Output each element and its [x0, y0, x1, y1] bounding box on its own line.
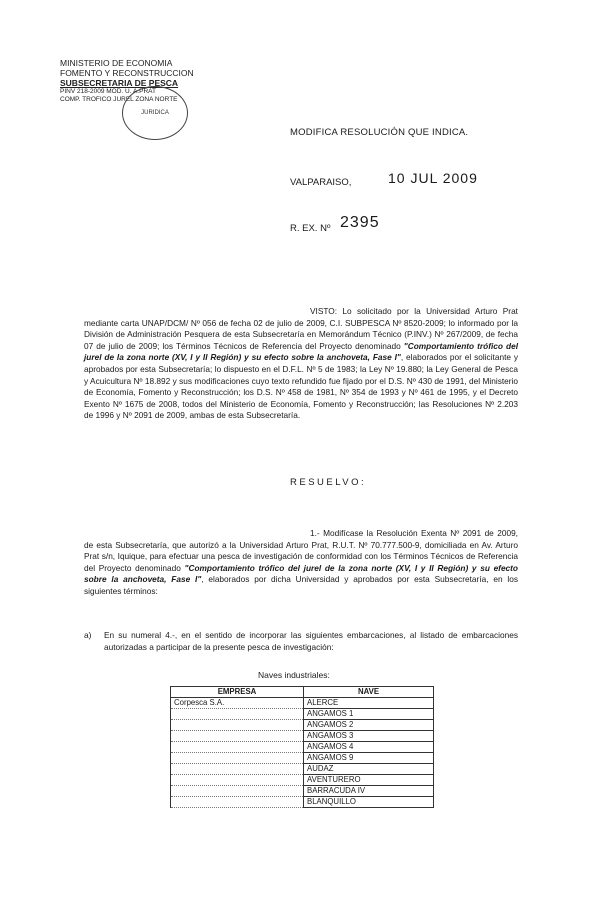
- table-row: [171, 775, 434, 786]
- article-1-text-1: 1.- Modifícase la Resolución Exenta Nº 2091 de 2009, de esta Subsecretaría, que autorizó a la Universidad Arturo Prat, R.U.T. Nº 70.777.500-9, domiciliada en Av. Arturo Prat s/n, Iquique, para efectuar una pesca de investigación de conformidad con los Términos Técnicos de Referencia del Proyecto denominado: [84, 528, 518, 573]
- header-line-project: COMP. TROFICO JUREL ZONA NORTE: [60, 96, 178, 103]
- nave-cell: ANGAMOS 3: [304, 731, 434, 742]
- table-row: [171, 709, 434, 720]
- empresa-cell: [171, 742, 304, 753]
- header-nave: NAVE: [304, 687, 434, 698]
- resolution-number-label: R. EX. Nº: [290, 223, 331, 234]
- table-row: [171, 742, 434, 753]
- item-a: [84, 630, 518, 653]
- empresa-cell: [171, 753, 304, 764]
- item-a-marker: a): [84, 630, 92, 640]
- visto-text-1: VISTO: Lo solicitado por la Universidad Arturo Prat mediante carta UNAP/DCM/ Nº 056 de fecha 02 de julio de 2009, C.I. SUBPESCA Nº 8520-2009; lo informado por la División de Administración Pesquera de esta Subsecretaría en Memorándum Técnico (P.INV.) Nº 267/2009, de fecha 07 de julio de 2009; los Términos Técnicos de Referencia del Proyecto denominado: [84, 306, 518, 351]
- article-1-text-2: , elaborados por dicha Universidad y aprobados por esta Subsecretaría, en los siguientes términos:: [84, 574, 518, 596]
- header-line-ministry: MINISTERIO DE ECONOMIA: [60, 58, 173, 68]
- nave-cell: AUDAZ: [304, 764, 434, 775]
- empresa-cell: [171, 731, 304, 742]
- item-a-text: En su numeral 4.-, en el sentido de incorporar las siguientes embarcaciones, al listado de embarcaciones autorizadas a participar de la presente pesca de investigación:: [104, 630, 518, 652]
- nave-cell: ALERCE: [304, 698, 434, 709]
- table-title: Naves industriales:: [258, 670, 330, 680]
- document-date-stamp: 10 JUL 2009: [388, 170, 478, 186]
- table-row: [171, 753, 434, 764]
- header-line-subsecretaria: SUBSECRETARIA DE PESCA: [60, 78, 179, 88]
- nave-cell: ANGAMOS 9: [304, 753, 434, 764]
- header-line-fomento: FOMENTO Y RECONSTRUCCION: [60, 68, 194, 78]
- table-row: [171, 731, 434, 742]
- nave-cell: ANGAMOS 1: [304, 709, 434, 720]
- empresa-cell: Corpesca S.A.: [171, 698, 304, 709]
- table-row: [171, 786, 434, 797]
- table-row: [171, 720, 434, 731]
- table-row: [171, 698, 434, 709]
- visto-project-title: "Comportamiento trófico del jurel de la zona norte (XV, I y II Región) y su efecto sobre la anchoveta, Fase I": [84, 340, 519, 363]
- article-1-project-title: "Comportamiento trófico del jurel de la zona norte (XV, I y II Región) y su efecto sobre la anchoveta, Fase I": [84, 562, 519, 585]
- visto-text-2: , elaborados por el solicitante y aprobados por esta Subsecretaría; lo dispuesto en el D.F.L. Nº 5 de 1983; la Ley Nº 19.880; la Ley General de Pesca y Acuicultura Nº 18.892 y sus modificaciones cuyo texto refundido fue fijado por el D.S. Nº 430 de 1991, del Ministerio de Economía, Fomento y Reconstrucción; los D.S. Nº 458 de 1981, Nº 354 de 1993 y Nº 461 de 1995, y el Decreto Exento Nº 1675 de 2008, todos del Ministerio de Economía, Fomento y Reconstrucción; las Resoluciones Nº 2.203 de 1996 y Nº 2091 de 2009, ambas de esta Subsecretaría.: [84, 352, 518, 421]
- empresa-cell: [171, 775, 304, 786]
- visto-paragraph: [84, 306, 518, 422]
- nave-cell: ANGAMOS 2: [304, 720, 434, 731]
- table-row: [171, 764, 434, 775]
- header-line-ref: PINV 218-2009 MOD. U. A.PRAT: [60, 88, 156, 95]
- nave-cell: BLANQUILLO: [304, 797, 434, 808]
- empresa-cell: [171, 709, 304, 720]
- empresa-cell: [171, 786, 304, 797]
- empresa-cell: [171, 797, 304, 808]
- nave-cell: AVENTURERO: [304, 775, 434, 786]
- table-row: [171, 797, 434, 808]
- nave-cell: ANGAMOS 4: [304, 742, 434, 753]
- empresa-cell: [171, 764, 304, 775]
- empresa-cell: [171, 720, 304, 731]
- article-1-paragraph: [84, 528, 518, 598]
- document-place: VALPARAISO,: [290, 177, 352, 188]
- nave-cell: BARRACUDA IV: [304, 786, 434, 797]
- document-subject: MODIFICA RESOLUCIÓN QUE INDICA.: [290, 127, 469, 138]
- juridica-stamp: [122, 86, 188, 140]
- resolution-number: 2395: [340, 214, 380, 231]
- stamp-text: JURIDICA: [141, 110, 169, 116]
- resuelvo-heading: RESUELVO:: [290, 477, 367, 488]
- table-header-row: [171, 687, 434, 698]
- vessels-table: [170, 686, 434, 808]
- header-empresa: EMPRESA: [171, 687, 304, 698]
